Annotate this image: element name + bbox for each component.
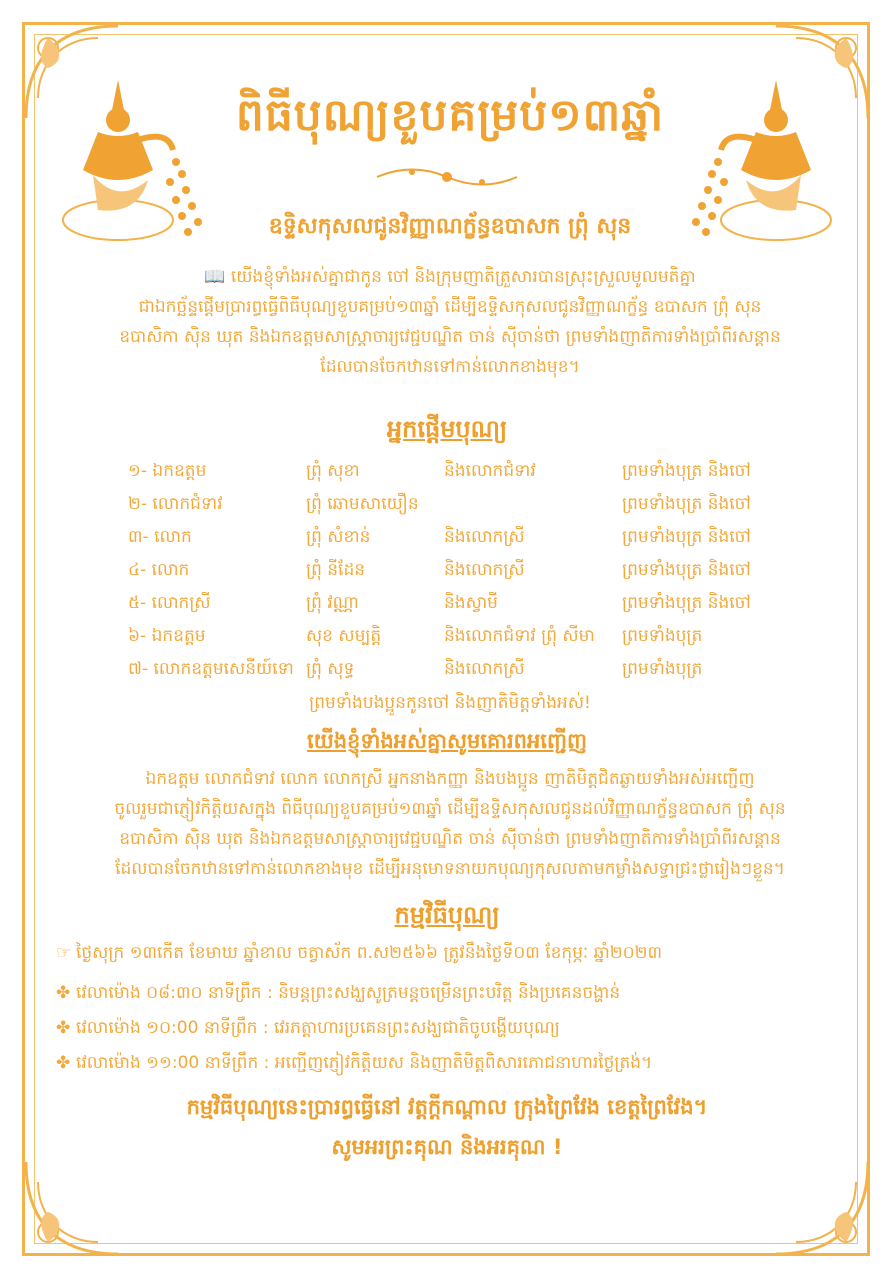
date-line <box>56 942 662 967</box>
venue-line: កម្មវិធីបុណ្យនេះប្រារព្ធធ្វើនៅ វត្តក្តីកណ្តាល ក្រុងព្រៃវែង ខេត្តព្រៃវែង។ <box>186 1095 708 1119</box>
sponsor-spouse: និងស្វាមី <box>444 593 498 613</box>
sponsor-name: ព្រុំ សុខា <box>306 461 360 481</box>
sponsor-family: ព្រមទាំងបុត្រ និងចៅ <box>622 593 751 613</box>
sponsor-family: ព្រមទាំងបុត្រ និងចៅ <box>622 527 751 547</box>
program-heading: កម្មវិធីបុណ្យ <box>394 901 500 929</box>
sponsor-title: ២- លោកជំទាវ <box>128 494 223 514</box>
sponsors-heading: អ្នកផ្ដើមបុណ្យ <box>386 415 508 443</box>
sponsor-name: សុខ សម្បត្តិ <box>306 626 382 646</box>
sponsor-name: ព្រុំ នីដែន <box>306 560 366 580</box>
intro-line: 📖 យើងខ្ញុំទាំងអស់គ្នាជាកូន ចៅ និងក្រុមញាតិត្រួសារបានស្រុះស្រួលមូលមតិគ្នា <box>204 267 696 287</box>
date-text: ថ្ងៃសុក្រ ១៣កើត ខែមាឃ ឆ្នាំខាល ចត្វាស័ក ព.ស២៥៦៦ ត្រូវនឹងថ្ងៃទី០៣ ខែកុម្ភៈ ឆ្នាំ២០២៣ <box>76 943 663 963</box>
schedule-text: វេលាម៉ោង ១១:00 នាទីព្រឹក : អញ្ជើញភ្ញៀវកិត្តិយស និងញាតិមិត្តពិសារភោជនាហារថ្ងៃត្រង់។ <box>76 1053 653 1073</box>
sponsor-spouse: និងលោកជំទាវ ព្រុំ សីមា <box>444 626 595 646</box>
sponsor-family: ព្រមទាំងបុត្រ និងចៅ <box>622 494 751 514</box>
sponsor-spouse: និងលោកស្រី <box>444 560 525 580</box>
sponsor-title: ៣- លោក <box>128 527 192 547</box>
sponsor-family: ព្រមទាំងបុត្រ និងចៅ <box>622 461 751 481</box>
sponsor-spouse: និងលោកស្រី <box>444 659 525 679</box>
thanks-line: សូមអរព្រះគុណ និងអរគុណ ! <box>331 1135 563 1159</box>
corner-ornament-bottom-left <box>18 1152 128 1262</box>
sponsor-family: ព្រមទាំងបុត្រ <box>622 626 703 646</box>
diamond-bullet-icon: ✤ <box>56 983 71 1003</box>
sponsor-row <box>128 592 788 624</box>
sponsor-row <box>128 559 788 591</box>
corner-ornament-bottom-right <box>766 1152 876 1262</box>
sponsor-spouse: និងលោកស្រី <box>444 527 525 547</box>
sponsor-family: ព្រមទាំងបុត្រ និងចៅ <box>622 560 751 580</box>
diamond-bullet-icon: ✤ <box>56 1018 71 1038</box>
intro-line: ជាឯកច្ឆ័ន្ទផ្ដើមប្រារព្ធធ្វើពិធីបុណ្យខួបគម្រប់១៣ឆ្នាំ ដើម្បីឧទ្ទិសកុសលជូនវិញ្ញាណក្ខ័ន្ធ ឧបាសក ព្រុំ សុន <box>138 297 762 317</box>
sponsor-title: ១- ឯកឧត្តម <box>128 461 207 481</box>
schedule-item <box>56 982 620 1007</box>
schedule-item <box>56 1052 652 1077</box>
sponsor-title: ៥- លោកស្រី <box>128 593 211 613</box>
intro-line: ដែលបានចែកឋានទៅកាន់លោកខាងមុខ។ <box>320 357 580 377</box>
intro-line: ឧបាសិកា ស៊ិន ឃុត និងឯកឧត្តមសាស្រ្តាចារ្យវេជ្ជបណ្ឌិត ចាន់ ស៊ីចាន់ថា ព្រមទាំងញាតិការទាំងប្រាំពីរសន្តាន <box>119 327 781 347</box>
sponsor-name: ព្រុំ វណ្ណា <box>306 593 359 613</box>
sponsor-row <box>128 658 788 690</box>
sponsor-row <box>128 460 788 492</box>
sponsor-title: ៤- លោក <box>128 560 190 580</box>
sponsor-family: ព្រមទាំងបុត្រ <box>622 659 703 679</box>
intro-paragraph <box>100 262 800 382</box>
schedule-text: វេលាម៉ោង ០៨:៣០ នាទីព្រឹក : និមន្តព្រះសង្ឃសូត្រមន្តចម្រើនព្រះបរិត្ត និងប្រគេនចង្ហាន់ <box>76 983 621 1003</box>
invite-paragraph <box>80 764 820 884</box>
invite-heading: យើងខ្ញុំទាំងអស់គ្នាសូមគោរពអញ្ជើញ <box>307 729 587 753</box>
invite-line: ឧបាសិកា ស៊ិន ឃុត និងឯកឧត្តមសាស្រ្តាចារ្យវេជ្ជបណ្ឌិត ចាន់ ស៊ីចាន់ថា ព្រមទាំងញាតិការទាំងប្រាំពីរសន្តាន <box>119 829 781 849</box>
invite-line: ចូលរួមជាភ្ញៀវកិត្តិយសក្នុង ពិធីបុណ្យខួបគម្រប់១៣ឆ្នាំ ដើម្បីឧទ្ទិសកុសលជូនដល់វិញ្ញាណក្ខ័ន្ធឧបាសក ព្រុំ សុន <box>114 799 786 819</box>
page-subtitle: ឧទ្ទិសកុសលជូនវិញ្ញាណក្ខ័ន្ធឧបាសក ព្រុំ សុន <box>268 214 632 239</box>
sponsor-row <box>128 625 788 657</box>
invite-line: ដែលបានចែកឋានទៅកាន់លោកខាងមុខ ដើម្បីអនុមោទនាយកបុណ្យកុសលតាមកម្លាំងសទ្ធាជ្រះថ្លារៀងៗខ្លួន។ <box>115 859 785 879</box>
sponsor-row <box>128 493 788 525</box>
sponsors-footer: ព្រមទាំងបងប្អូនកូនចៅ និងញាតិមិត្តទាំងអស់! <box>309 693 591 713</box>
schedule-item <box>56 1017 560 1042</box>
diamond-bullet-icon: ✤ <box>56 1053 71 1073</box>
sponsor-title: ៦- ឯកឧត្តម <box>128 626 206 646</box>
sponsor-title: ៧- លោកឧត្តមសេនីយ៍ទោ <box>128 659 294 679</box>
sponsor-name: ព្រុំ សំខាន់ <box>306 527 371 547</box>
sponsor-name: ព្រុំ សុទ្ធ <box>306 659 355 679</box>
sponsor-name: ព្រុំ ឆោមសាយឿន <box>306 494 419 514</box>
sponsor-row <box>128 526 788 558</box>
sponsor-spouse: និងលោកជំទាវ <box>444 461 536 481</box>
schedule-text: វេលាម៉ោង ១០:00 នាទីព្រឹក : វេរភត្តាហារប្រគេនព្រះសង្ឃជាតិចូបង្ហើយបុណ្យ <box>76 1018 560 1038</box>
page-title: ពិធីបុណ្យខួបគម្រប់១៣ឆ្នាំ <box>235 90 665 141</box>
divider-ornament-icon <box>372 162 522 192</box>
invite-line: ឯកឧត្តម លោកជំទាវ លោក លោកស្រី អ្នកនាងកញ្ញា និងបងប្អូន ញាតិមិត្តជិតឆ្ងាយទាំងអស់អញ្ជើញ <box>145 769 755 789</box>
pointing-hand-icon: ☞ <box>56 943 72 963</box>
